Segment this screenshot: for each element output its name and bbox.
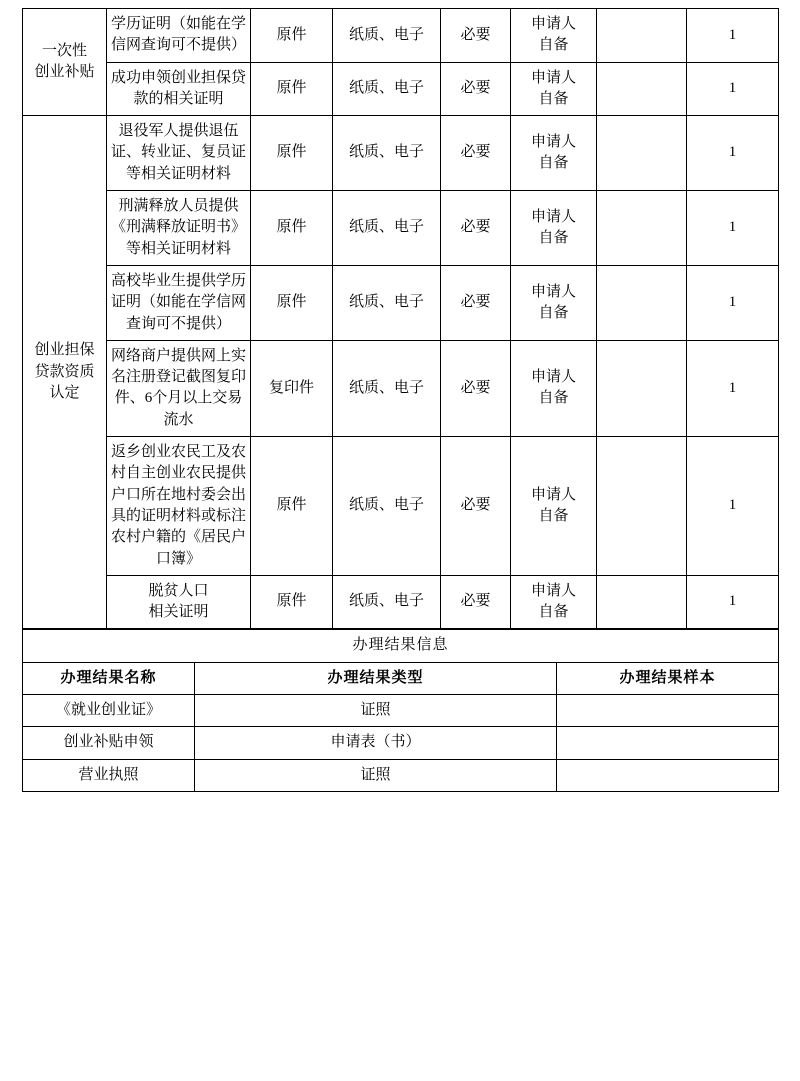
material-source: 申请人 自备 xyxy=(511,9,597,63)
material-form: 原件 xyxy=(251,62,333,116)
material-necessity: 必要 xyxy=(441,191,511,266)
table-row xyxy=(23,437,779,576)
material-media: 纸质、电子 xyxy=(333,116,441,191)
result-sample xyxy=(557,759,779,791)
material-category: 一次性 创业补贴 xyxy=(23,9,107,116)
material-blank xyxy=(597,265,687,340)
material-source: 申请人 自备 xyxy=(511,340,597,436)
material-necessity: 必要 xyxy=(441,9,511,63)
result-sample xyxy=(557,727,779,759)
material-blank xyxy=(597,62,687,116)
material-media: 纸质、电子 xyxy=(333,575,441,629)
material-media: 纸质、电子 xyxy=(333,340,441,436)
table-row xyxy=(23,265,779,340)
material-count: 1 xyxy=(687,116,779,191)
material-count: 1 xyxy=(687,265,779,340)
result-name: 创业补贴申领 xyxy=(23,727,195,759)
table-row xyxy=(23,62,779,116)
table-row xyxy=(23,727,779,759)
material-form: 复印件 xyxy=(251,340,333,436)
material-blank xyxy=(597,191,687,266)
material-count: 1 xyxy=(687,62,779,116)
material-blank xyxy=(597,9,687,63)
material-blank xyxy=(597,575,687,629)
material-name: 退役军人提供退伍证、转业证、复员证等相关证明材料 xyxy=(107,116,251,191)
material-necessity: 必要 xyxy=(441,437,511,576)
result-header-sample: 办理结果样本 xyxy=(557,662,779,694)
material-blank xyxy=(597,437,687,576)
table-row xyxy=(23,695,779,727)
material-name: 网络商户提供网上实名注册登记截图复印件、6个月以上交易流水 xyxy=(107,340,251,436)
material-count: 1 xyxy=(687,9,779,63)
material-source: 申请人 自备 xyxy=(511,575,597,629)
material-name: 学历证明（如能在学信网查询可不提供） xyxy=(107,9,251,63)
material-count: 1 xyxy=(687,191,779,266)
materials-table xyxy=(22,8,779,629)
material-name: 刑满释放人员提供《刑满释放证明书》等相关证明材料 xyxy=(107,191,251,266)
material-form: 原件 xyxy=(251,437,333,576)
material-necessity: 必要 xyxy=(441,575,511,629)
result-section-title: 办理结果信息 xyxy=(23,630,779,662)
material-name: 返乡创业农民工及农村自主创业农民提供户口所在地村委会出具的证明材料或标注农村户籍的《居民户口簿》 xyxy=(107,437,251,576)
material-name: 脱贫人口 相关证明 xyxy=(107,575,251,629)
result-type: 证照 xyxy=(195,695,557,727)
material-media: 纸质、电子 xyxy=(333,191,441,266)
result-header-type: 办理结果类型 xyxy=(195,662,557,694)
material-necessity: 必要 xyxy=(441,116,511,191)
material-form: 原件 xyxy=(251,191,333,266)
result-type: 申请表（书） xyxy=(195,727,557,759)
material-source: 申请人 自备 xyxy=(511,437,597,576)
material-media: 纸质、电子 xyxy=(333,9,441,63)
material-form: 原件 xyxy=(251,116,333,191)
material-necessity: 必要 xyxy=(441,340,511,436)
material-name: 成功申领创业担保贷款的相关证明 xyxy=(107,62,251,116)
material-media: 纸质、电子 xyxy=(333,62,441,116)
result-section-title-row xyxy=(23,630,779,662)
material-necessity: 必要 xyxy=(441,265,511,340)
table-row xyxy=(23,759,779,791)
material-media: 纸质、电子 xyxy=(333,437,441,576)
table-row xyxy=(23,9,779,63)
material-necessity: 必要 xyxy=(441,62,511,116)
material-source: 申请人 自备 xyxy=(511,191,597,266)
result-sample xyxy=(557,695,779,727)
result-header-name: 办理结果名称 xyxy=(23,662,195,694)
result-table xyxy=(22,629,779,791)
material-form: 原件 xyxy=(251,265,333,340)
material-count: 1 xyxy=(687,437,779,576)
table-row xyxy=(23,340,779,436)
result-name: 营业执照 xyxy=(23,759,195,791)
table-row xyxy=(23,191,779,266)
material-category: 创业担保 贷款资质 认定 xyxy=(23,116,107,629)
material-count: 1 xyxy=(687,575,779,629)
material-blank xyxy=(597,340,687,436)
table-row xyxy=(23,575,779,629)
material-form: 原件 xyxy=(251,9,333,63)
result-name: 《就业创业证》 xyxy=(23,695,195,727)
material-media: 纸质、电子 xyxy=(333,265,441,340)
material-source: 申请人 自备 xyxy=(511,265,597,340)
material-source: 申请人 自备 xyxy=(511,62,597,116)
result-header-row xyxy=(23,662,779,694)
table-row xyxy=(23,116,779,191)
material-name: 高校毕业生提供学历证明（如能在学信网查询可不提供） xyxy=(107,265,251,340)
material-form: 原件 xyxy=(251,575,333,629)
result-type: 证照 xyxy=(195,759,557,791)
material-source: 申请人 自备 xyxy=(511,116,597,191)
material-blank xyxy=(597,116,687,191)
material-count: 1 xyxy=(687,340,779,436)
